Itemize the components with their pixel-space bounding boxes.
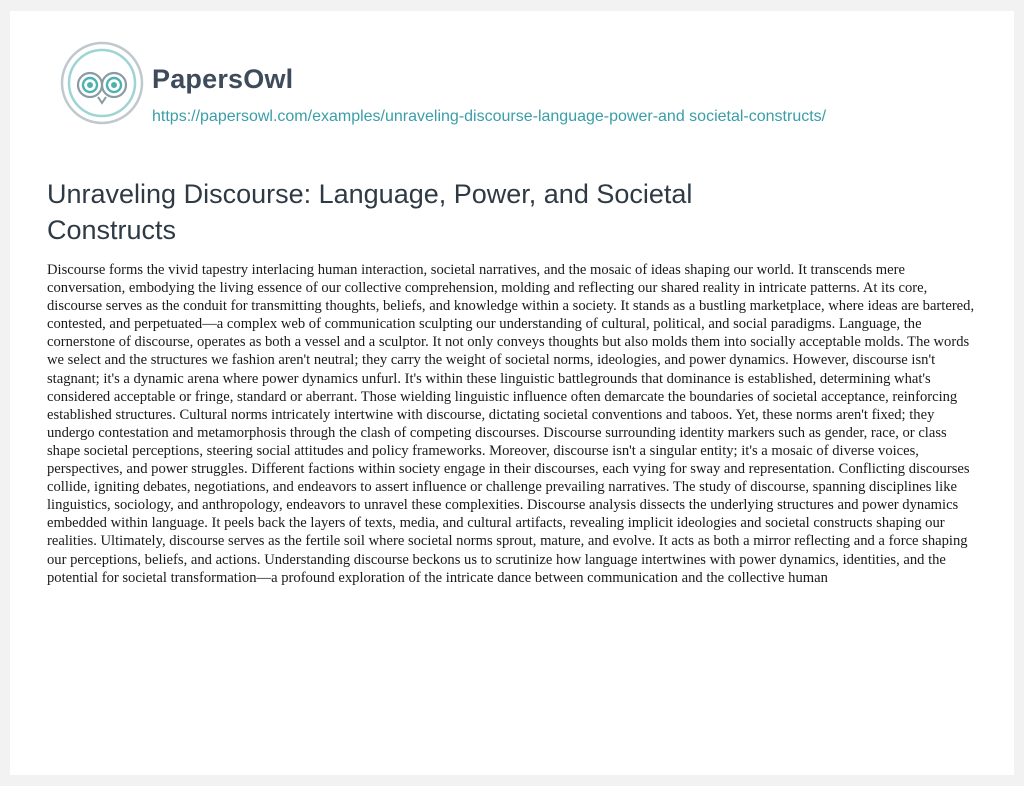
article-title: Unraveling Discourse: Language, Power, and Societal Constructs: [47, 179, 693, 245]
site-header: [58, 39, 892, 127]
article-body: Discourse forms the vivid tapestry interlacing human interaction, societal narratives, and the mosaic of ideas shaping our world. It transcends mere conversation, embodying the living essence of our collective comprehension, molding and reflecting our shared reality in intricate patterns. At its core, discourse serves as the conduit for transmitting thoughts, beliefs, and knowledge within a society. It stands as a bustling marketplace, where ideas are bartered, contested, and perpetuated—a complex web of communication sculpting our understanding of cultural, political, and social paradigms. Language, the cornerstone of discourse, operates as both a vessel and a sculptor. It not only conveys thoughts but also molds them into socially acceptable molds. The words we select and the structures we fashion aren't neutral; they carry the weight of societal norms, ideologies, and power dynamics. However, discourse isn't stagnant; it's a dynamic arena where power dynamics unfurl. It's within these linguistic battlegrounds that dominance is established, determining what's considered acceptable or fringe, standard or aberrant. Those wielding linguistic influence often demarcate the boundaries of societal acceptance, reinforcing established structures. Cultural norms intricately intertwine with discourse, dictating societal conventions and taboos. Yet, these norms aren't fixed; they undergo contestation and metamorphosis through the clash of competing discourses. Discourse surrounding identity markers such as gender, race, or class shape societal perceptions, steering social attitudes and policy frameworks. Moreover, discourse isn't a singular entity; it's a mosaic of diverse voices, perspectives, and power struggles. Different factions within society engage in their discourses, each vying for sway and representation. Conflicting discourses collide, igniting debates, negotiations, and endeavors to assert influence or challenge prevailing narratives. The study of discourse, spanning disciplines like linguistics, sociology, and anthropology, endeavors to unravel these complexities. Discourse analysis dissects the underlying structures and power dynamics embedded within language. It peels back the layers of texts, media, and cultural artifacts, revealing implicit ideologies and societal constructs shaping our realities. Ultimately, discourse serves as the fertile soil where societal norms sprout, mature, and evolve. It acts as both a mirror reflecting and a force shaping our perceptions, beliefs, and actions. Understanding discourse beckons us to scrutinize how language intertwines with power dynamics, identities, and the potential for societal transformation—a profound exploration of the intricate dance between communication and the collective human: [47, 262, 975, 586]
brand-name: PapersOwl: [152, 64, 294, 94]
brand-block: [152, 63, 892, 127]
owl-eyes-logo-icon: [58, 39, 146, 127]
source-url-link[interactable]: https://papersowl.com/examples/unraveling-discourse-language-power-and societal-constructs/: [152, 108, 827, 125]
document-page: [10, 11, 1014, 775]
